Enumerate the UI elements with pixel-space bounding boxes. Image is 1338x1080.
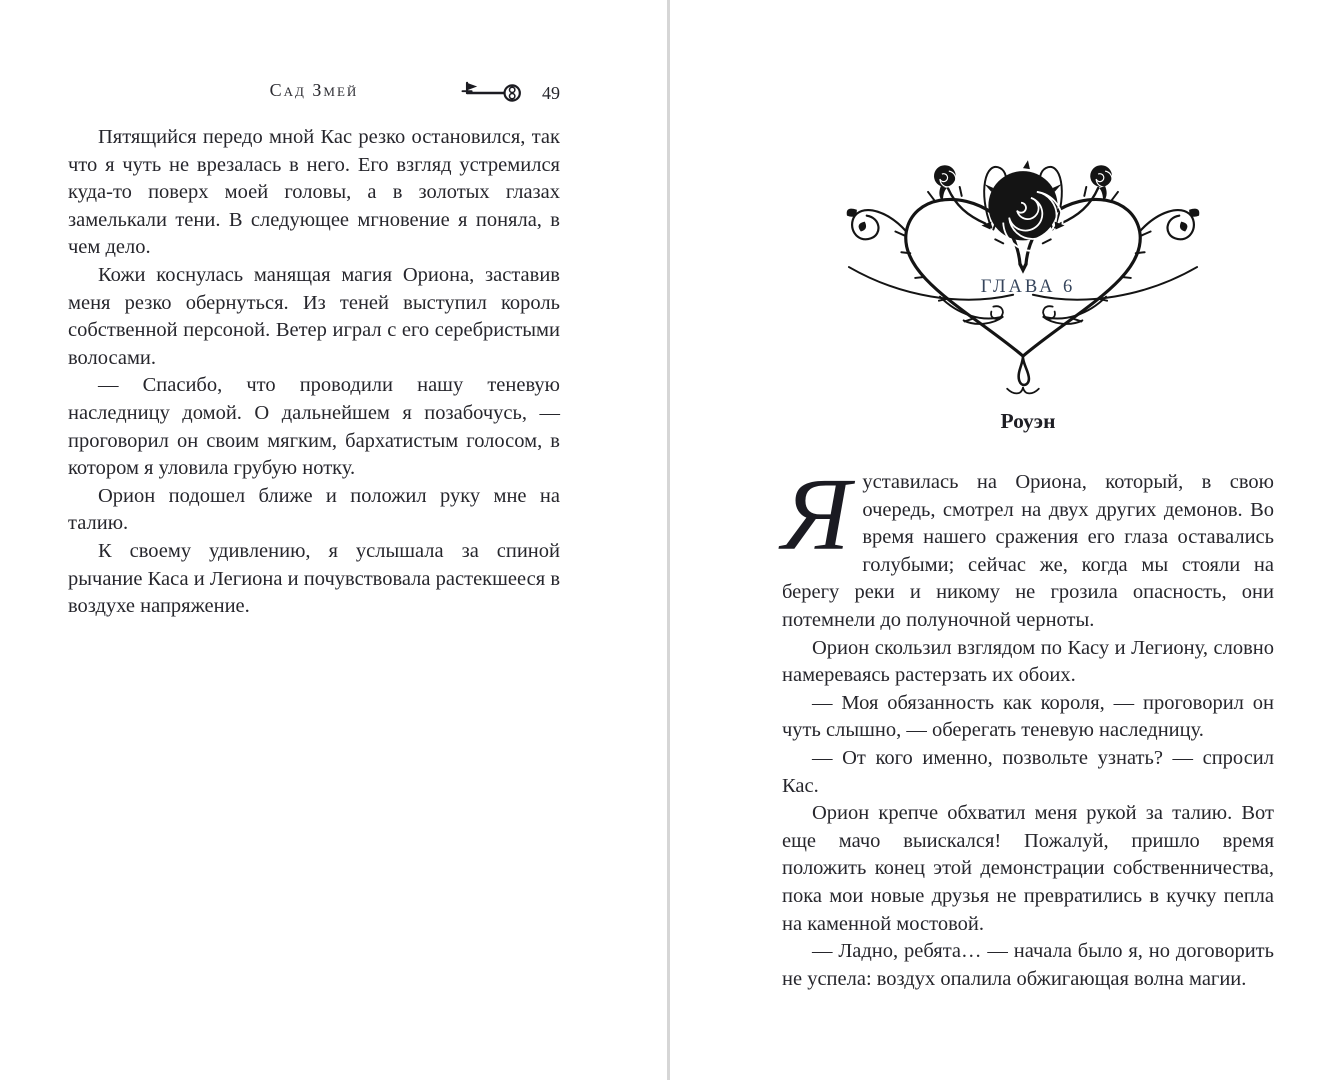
running-title: Сад Змей <box>269 80 359 100</box>
drop-cap: Я <box>782 457 851 572</box>
rose-thorn-heart-ornament-icon <box>845 148 1201 398</box>
lead-paragraph-text: уставилась на Ориона, который, в свою очередь, смотрел на двух других демонов. Во время нашего сражения его глаза оставались голубыми; сейчас же, когда мы стояли на берегу реки и никому не грозила опасность, они потемнели до полуночной черноты. <box>782 471 1274 631</box>
paragraph: — От кого именно, позвольте узнать? — спросил Кас. <box>782 746 1274 797</box>
paragraph: Пятящийся передо мной Кас резко остановился, так что я чуть не врезалась в него. Его взгляд устремился куда-то поверх моей головы, а в золотых глазах замелькали тени. В следующее мгновение я поняла, в чем дело. <box>68 126 560 259</box>
page-header-right <box>456 80 560 106</box>
left-page-text <box>68 124 560 621</box>
right-page-paragraphs <box>782 635 1274 994</box>
chapter-label: ГЛАВА 6 <box>980 277 1076 297</box>
paragraph: Орион крепче обхватил меня рукой за талию. Вот еще мачо выискался! Пожалуй, пришло время положить конец этой демонстрации собственничества, пока мои новые друзья не превратились в кучку пепла на каменной мостовой. <box>782 802 1274 935</box>
lead-paragraph <box>782 457 1274 635</box>
paragraph: Орион подошел ближе и положил руку мне на талию. <box>68 484 560 535</box>
pov-heading: Роуэн <box>1000 409 1056 433</box>
page-divider <box>667 0 670 1080</box>
paragraph: Орион скользил взглядом по Касу и Легиону, словно намереваясь растерзать их обоих. <box>782 636 1274 687</box>
left-page-header <box>68 80 560 106</box>
paragraph: — Моя обязанность как короля, — проговорил он чуть слышно, — оберегать теневую наследницу. <box>782 691 1274 742</box>
right-page-text <box>782 457 1274 993</box>
paragraph: — Ладно, ребята… — начала было я, но договорить не успела: воздух опалила обжигающая волна магии. <box>782 940 1274 990</box>
paragraph: К своему удивлению, я услышала за спиной рычание Каса и Легиона и почувствовала растекшееся в воздухе напряжение. <box>68 539 560 618</box>
paragraph: — Спасибо, что проводили нашу теневую наследницу домой. О дальнейшем я позабочусь, — проговорил он своим мягким, бархатистым голосом, в котором я уловила грубую нотку. <box>68 374 560 480</box>
page-number: 49 <box>542 82 560 103</box>
key-icon <box>456 80 526 106</box>
paragraph: Кожи коснулась манящая магия Ориона, заставив меня резко обернуться. Из теней выступил король собственной персоной. Ветер играл с его серебристыми волосами. <box>68 263 560 369</box>
